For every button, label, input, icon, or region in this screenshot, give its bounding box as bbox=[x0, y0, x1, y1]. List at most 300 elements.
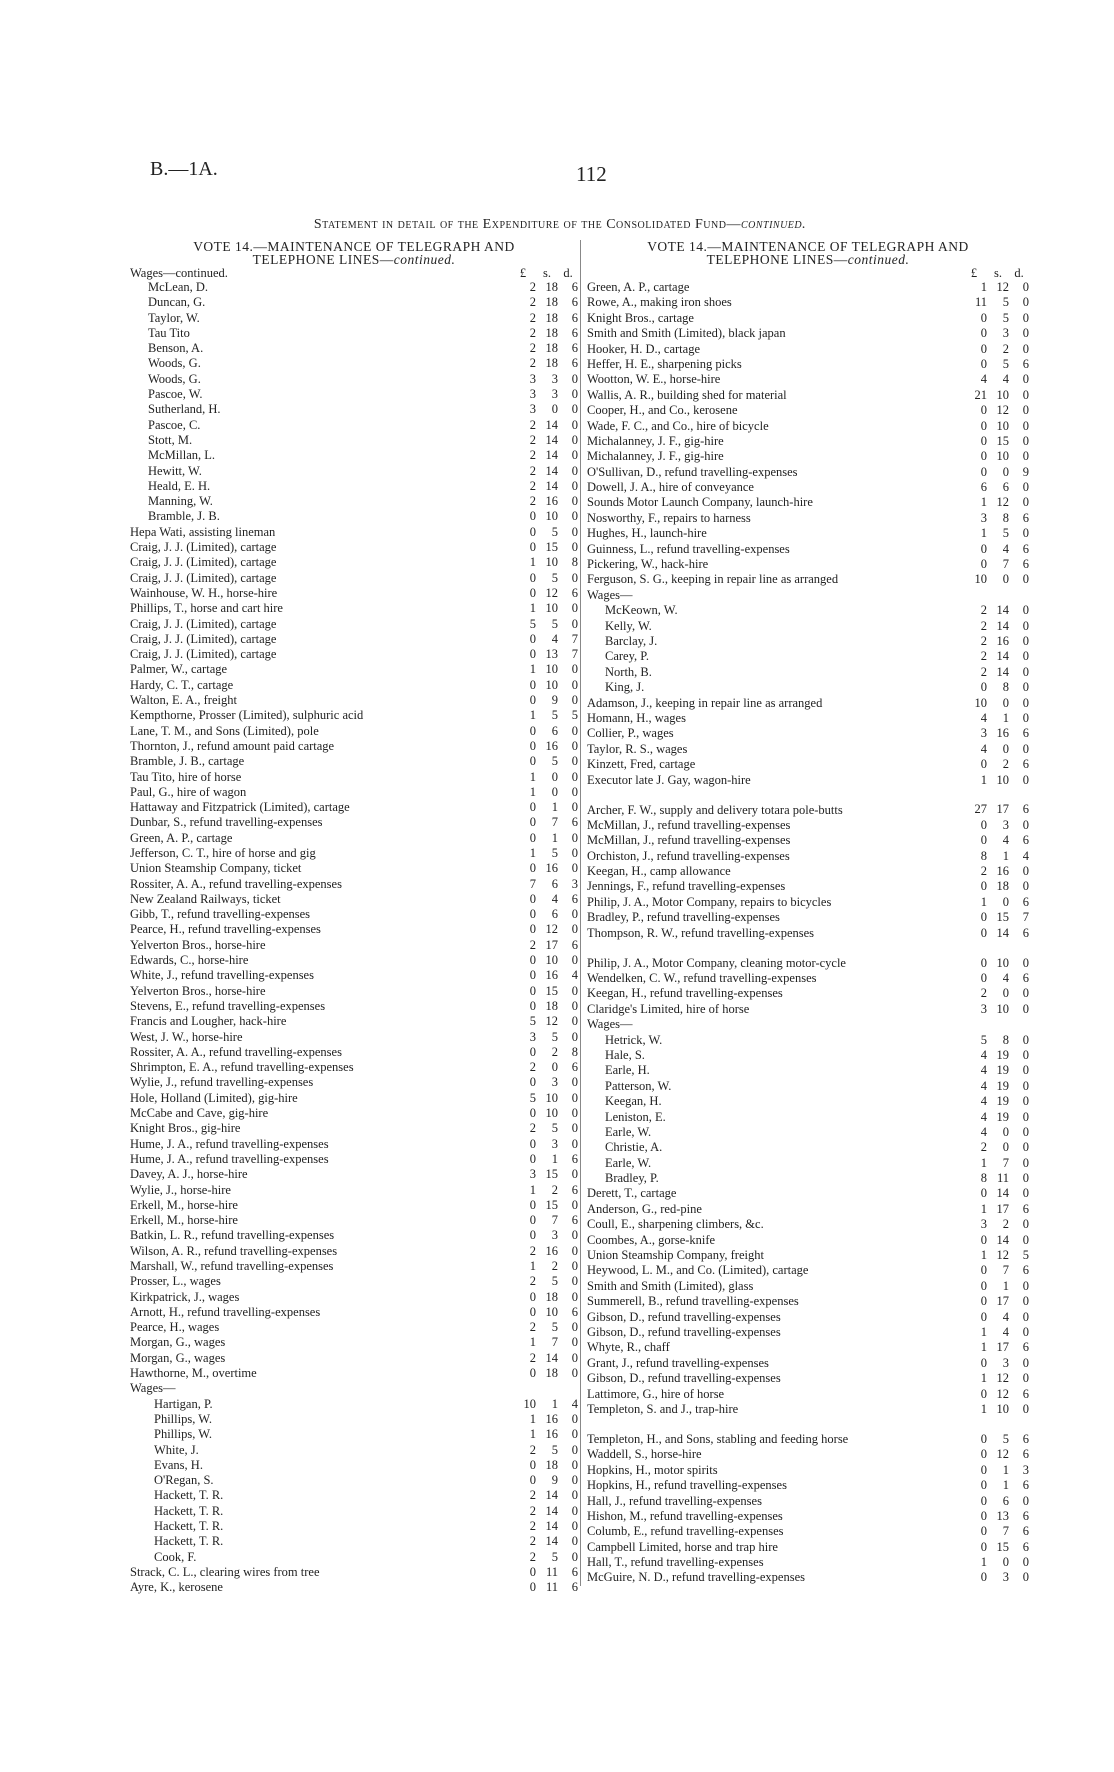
expenditure-row bbox=[130, 922, 578, 937]
pounds-value: 0 bbox=[529, 830, 536, 845]
payee-description: Columb, E., refund travelling-expenses bbox=[587, 1524, 784, 1539]
pounds-value: 4 bbox=[980, 741, 987, 756]
pounds-value: 2 bbox=[980, 633, 987, 648]
pence-value: 0 bbox=[1022, 387, 1029, 402]
pence-value: 0 bbox=[571, 524, 578, 539]
pence-value: 4 bbox=[571, 968, 578, 983]
expenditure-row bbox=[130, 1443, 578, 1458]
pounds-value: 0 bbox=[529, 570, 536, 585]
expenditure-row bbox=[130, 295, 578, 310]
pence-value: 0 bbox=[571, 1427, 578, 1442]
pence-value: 7 bbox=[571, 631, 578, 646]
pence-value: 0 bbox=[1022, 1047, 1029, 1062]
payee-description: O'Regan, S. bbox=[154, 1473, 214, 1488]
payee-description: Evans, H. bbox=[154, 1457, 203, 1472]
pounds-value: 0 bbox=[980, 341, 987, 356]
payee-description: McGuire, N. D., refund travelling-expenses bbox=[587, 1570, 805, 1585]
shillings-value: 14 bbox=[545, 1350, 558, 1365]
shillings-value: 1 bbox=[551, 1396, 558, 1411]
shillings-value: 4 bbox=[1002, 971, 1009, 986]
expenditure-row bbox=[130, 1427, 578, 1442]
pounds-value: 4 bbox=[980, 1094, 987, 1109]
shillings-value: 16 bbox=[545, 1243, 558, 1258]
right-column bbox=[580, 240, 1029, 1586]
shillings-value: 18 bbox=[545, 295, 558, 310]
pounds-value: 1 bbox=[980, 1340, 987, 1355]
title-continued: continued. bbox=[740, 217, 807, 232]
shillings-value: 16 bbox=[996, 864, 1009, 879]
shillings-value: 14 bbox=[545, 448, 558, 463]
pounds-value: 21 bbox=[974, 387, 987, 402]
pence-value: 0 bbox=[1022, 603, 1029, 618]
shillings-value: 5 bbox=[1002, 1431, 1009, 1446]
payee-description: Knight Bros., gig-hire bbox=[130, 1121, 241, 1136]
expenditure-row bbox=[587, 1002, 1029, 1017]
pence-value: 0 bbox=[571, 570, 578, 585]
payee-description: Green, A. P., cartage bbox=[587, 280, 690, 294]
pounds-value: 6 bbox=[980, 480, 987, 495]
pounds-value: 2 bbox=[529, 1320, 536, 1335]
shillings-value: 12 bbox=[996, 495, 1009, 510]
payee-description: Hopkins, H., motor spirits bbox=[587, 1462, 718, 1477]
pounds-value: 5 bbox=[529, 1090, 536, 1105]
pounds-value: 0 bbox=[980, 356, 987, 371]
pounds-value: 2 bbox=[529, 1243, 536, 1258]
payee-description: Knight Bros., cartage bbox=[587, 310, 694, 325]
payee-description: Strack, C. L., clearing wires from tree bbox=[130, 1564, 320, 1579]
payee-description: Yelverton Bros., horse-hire bbox=[130, 937, 266, 952]
expenditure-row bbox=[587, 849, 1029, 864]
expenditure-row bbox=[130, 754, 578, 769]
payee-description: Woods, G. bbox=[148, 356, 201, 371]
expenditure-row bbox=[130, 387, 578, 402]
pence-value: 0 bbox=[1022, 1094, 1029, 1109]
pence-value: 0 bbox=[571, 1366, 578, 1381]
pence-value: 6 bbox=[571, 1060, 578, 1075]
pounds-value: 0 bbox=[980, 1431, 987, 1446]
pence-value: 0 bbox=[571, 463, 578, 478]
shillings-value: 6 bbox=[1002, 480, 1009, 495]
payee-description: New Zealand Railways, ticket bbox=[130, 891, 281, 906]
pounds-value: 0 bbox=[529, 1564, 536, 1579]
expenditure-row bbox=[587, 773, 1029, 788]
expenditure-row bbox=[130, 1183, 578, 1198]
expenditure-row bbox=[587, 619, 1029, 634]
payee-description: Homann, H., wages bbox=[587, 710, 686, 725]
payee-description: Jefferson, C. T., hire of horse and gig bbox=[130, 845, 316, 860]
shillings-value: 17 bbox=[545, 937, 558, 952]
pence-value: 0 bbox=[571, 1320, 578, 1335]
pence-value: 6 bbox=[1022, 1524, 1029, 1539]
shillings-value: 18 bbox=[545, 310, 558, 325]
left-pound-header: £ bbox=[519, 266, 527, 280]
payee-description: Executor late J. Gay, wagon-hire bbox=[587, 772, 751, 787]
pence-value: 6 bbox=[1022, 1478, 1029, 1493]
shillings-value: 4 bbox=[1002, 372, 1009, 387]
payee-description: Hopkins, H., refund travelling-expenses bbox=[587, 1478, 787, 1493]
payee-description: Walton, E. A., freight bbox=[130, 693, 237, 708]
pence-value: 0 bbox=[571, 845, 578, 860]
expenditure-row bbox=[587, 1555, 1029, 1570]
pence-value: 6 bbox=[571, 356, 578, 371]
shillings-value: 7 bbox=[1002, 1524, 1009, 1539]
payee-description: Wages— bbox=[130, 1381, 176, 1396]
pence-value: 0 bbox=[1022, 495, 1029, 510]
expenditure-row bbox=[587, 465, 1029, 480]
payee-description: King, J. bbox=[605, 680, 645, 695]
pence-value: 0 bbox=[1022, 280, 1029, 294]
expenditure-row bbox=[587, 1233, 1029, 1248]
shillings-value: 17 bbox=[996, 1201, 1009, 1216]
expenditure-row bbox=[130, 494, 578, 509]
pounds-value: 2 bbox=[980, 649, 987, 664]
shillings-value: 15 bbox=[545, 1197, 558, 1212]
left-pence-header: d. bbox=[563, 266, 573, 280]
expenditure-row bbox=[130, 1167, 578, 1182]
payee-description: Thompson, R. W., refund travelling-expenses bbox=[587, 925, 815, 940]
payee-description: Gibson, D., refund travelling-expenses bbox=[587, 1309, 781, 1324]
shillings-value: 2 bbox=[1002, 341, 1009, 356]
expenditure-row bbox=[587, 665, 1029, 680]
shillings-value: 1 bbox=[551, 800, 558, 815]
shillings-value: 5 bbox=[551, 1549, 558, 1564]
pounds-value: 0 bbox=[529, 1106, 536, 1121]
pounds-value: 1 bbox=[980, 1248, 987, 1263]
payee-description: Lane, T. M., and Sons (Limited), pole bbox=[130, 723, 319, 738]
pounds-value: 2 bbox=[529, 463, 536, 478]
expenditure-row bbox=[130, 555, 578, 570]
shillings-value: 6 bbox=[551, 876, 558, 891]
pounds-value: 0 bbox=[529, 1366, 536, 1381]
payee-description: Paul, G., hire of wagon bbox=[130, 784, 247, 799]
payee-description: Coull, E., sharpening climbers, &c. bbox=[587, 1217, 764, 1232]
payee-description: Phillips, W. bbox=[154, 1427, 213, 1442]
shillings-value: 18 bbox=[545, 280, 558, 294]
shillings-value: 5 bbox=[551, 1029, 558, 1044]
pence-value: 6 bbox=[571, 1182, 578, 1197]
pounds-value: 4 bbox=[980, 1124, 987, 1139]
payee-description: Earle, W. bbox=[605, 1124, 652, 1139]
shillings-value: 10 bbox=[545, 555, 558, 570]
expenditure-row bbox=[130, 1335, 578, 1350]
expenditure-row bbox=[130, 571, 578, 586]
expenditure-row bbox=[587, 1079, 1029, 1094]
pounds-value: 0 bbox=[980, 971, 987, 986]
pence-value: 0 bbox=[1022, 1186, 1029, 1201]
pounds-value: 0 bbox=[529, 754, 536, 769]
shillings-value: 15 bbox=[545, 1167, 558, 1182]
expenditure-row bbox=[587, 757, 1029, 772]
payee-description: Kempthorne, Prosser (Limited), sulphuric acid bbox=[130, 708, 364, 723]
pounds-value: 0 bbox=[529, 861, 536, 876]
pence-value: 0 bbox=[571, 1457, 578, 1472]
payee-description: Erkell, M., horse-hire bbox=[130, 1213, 238, 1228]
expenditure-row bbox=[130, 448, 578, 463]
expenditure-row bbox=[130, 708, 578, 723]
payee-description: Ayre, K., kerosene bbox=[130, 1580, 223, 1595]
expenditure-row bbox=[130, 1504, 578, 1519]
expenditure-row bbox=[130, 907, 578, 922]
pounds-value: 2 bbox=[980, 664, 987, 679]
expenditure-row bbox=[130, 1305, 578, 1320]
payee-description: Union Steamship Company, ticket bbox=[130, 861, 302, 876]
expenditure-row bbox=[130, 1213, 578, 1228]
payee-description: Ferguson, S. G., keeping in repair line as arranged bbox=[587, 572, 839, 587]
expenditure-row bbox=[130, 1565, 578, 1580]
expenditure-row bbox=[130, 586, 578, 601]
pounds-value: 1 bbox=[529, 662, 536, 677]
shillings-value: 2 bbox=[551, 1259, 558, 1273]
pence-value: 6 bbox=[1022, 971, 1029, 986]
pence-value: 0 bbox=[1022, 741, 1029, 756]
pence-value: 0 bbox=[1022, 986, 1029, 1001]
payee-description: Collier, P., wages bbox=[587, 726, 674, 741]
shillings-value: 14 bbox=[996, 925, 1009, 940]
pounds-value: 0 bbox=[529, 800, 536, 815]
payee-description: Pascoe, C. bbox=[148, 417, 201, 432]
payee-description: Bradley, P. bbox=[605, 1171, 659, 1186]
pence-value: 5 bbox=[1022, 1248, 1029, 1263]
pence-value: 0 bbox=[1022, 1401, 1029, 1416]
pounds-value: 3 bbox=[980, 1217, 987, 1232]
pounds-value: 1 bbox=[529, 1427, 536, 1442]
shillings-value: 16 bbox=[996, 726, 1009, 741]
pounds-value: 0 bbox=[529, 1580, 536, 1595]
shillings-value: 12 bbox=[996, 403, 1009, 418]
expenditure-row bbox=[587, 1494, 1029, 1509]
pounds-value: 0 bbox=[980, 910, 987, 925]
pounds-value: 2 bbox=[529, 356, 536, 371]
pence-value: 0 bbox=[571, 1136, 578, 1151]
payee-description: Taylor, W. bbox=[148, 310, 200, 325]
payee-description: Pickering, W., hack-hire bbox=[587, 557, 709, 572]
pounds-value: 0 bbox=[980, 541, 987, 556]
payee-description: Craig, J. J. (Limited), cartage bbox=[130, 616, 277, 631]
pence-value: 0 bbox=[571, 1289, 578, 1304]
shillings-value: 12 bbox=[545, 585, 558, 600]
pence-value: 0 bbox=[571, 432, 578, 447]
shillings-value: 16 bbox=[545, 738, 558, 753]
expenditure-row bbox=[130, 1351, 578, 1366]
shillings-value: 9 bbox=[551, 693, 558, 708]
expenditure-row bbox=[130, 1060, 578, 1075]
pence-value: 0 bbox=[571, 616, 578, 631]
pounds-value: 0 bbox=[980, 1462, 987, 1477]
pounds-value: 0 bbox=[529, 815, 536, 830]
shillings-value: 1 bbox=[1002, 710, 1009, 725]
shillings-value: 10 bbox=[545, 509, 558, 524]
pence-value: 6 bbox=[1022, 541, 1029, 556]
shillings-value: 2 bbox=[1002, 1217, 1009, 1232]
expenditure-row bbox=[130, 968, 578, 983]
pence-value: 0 bbox=[1022, 1217, 1029, 1232]
pence-value: 0 bbox=[571, 983, 578, 998]
pence-value: 0 bbox=[1022, 695, 1029, 710]
pounds-value: 1 bbox=[529, 601, 536, 616]
expenditure-row bbox=[587, 280, 1029, 295]
pence-value: 6 bbox=[1022, 726, 1029, 741]
pence-value: 0 bbox=[1022, 1278, 1029, 1293]
payee-description: Philip, J. A., Motor Company, cleaning motor-cycle bbox=[587, 956, 846, 971]
pence-value: 6 bbox=[1022, 1201, 1029, 1216]
payee-description: Cook, F. bbox=[154, 1549, 197, 1564]
left-column bbox=[130, 240, 578, 1596]
shillings-value: 10 bbox=[545, 677, 558, 692]
shillings-value: 18 bbox=[545, 1366, 558, 1381]
expenditure-row bbox=[130, 326, 578, 341]
shillings-value: 14 bbox=[545, 1519, 558, 1534]
shillings-value: 14 bbox=[996, 603, 1009, 618]
pounds-value: 2 bbox=[529, 1442, 536, 1457]
pence-value: 0 bbox=[571, 830, 578, 845]
expenditure-row bbox=[587, 342, 1029, 357]
shillings-value: 14 bbox=[996, 618, 1009, 633]
payee-description: Templeton, S. and J., trap-hire bbox=[587, 1401, 739, 1416]
expenditure-row bbox=[587, 357, 1029, 372]
shillings-value: 14 bbox=[996, 649, 1009, 664]
expenditure-row bbox=[130, 1014, 578, 1029]
payee-description: Waddell, S., horse-hire bbox=[587, 1447, 702, 1462]
payee-description: Pearce, H., refund travelling-expenses bbox=[130, 922, 321, 937]
pounds-value: 1 bbox=[980, 495, 987, 510]
shillings-value: 8 bbox=[1002, 510, 1009, 525]
pounds-value: 0 bbox=[529, 1213, 536, 1228]
expenditure-row bbox=[130, 647, 578, 662]
pence-value: 6 bbox=[571, 310, 578, 325]
payee-description: Wages— bbox=[587, 587, 633, 602]
pounds-value: 0 bbox=[980, 1294, 987, 1309]
pounds-value: 0 bbox=[980, 1570, 987, 1585]
pence-value: 6 bbox=[571, 937, 578, 952]
expenditure-row bbox=[587, 372, 1029, 387]
pounds-value: 0 bbox=[529, 1289, 536, 1304]
payee-description: Sutherland, H. bbox=[148, 402, 221, 417]
shillings-value: 0 bbox=[551, 769, 558, 784]
left-vote-heading bbox=[130, 240, 578, 266]
pence-value: 0 bbox=[1022, 864, 1029, 879]
pounds-value: 4 bbox=[980, 1047, 987, 1062]
pounds-value: 0 bbox=[980, 1278, 987, 1293]
shillings-value: 15 bbox=[996, 1539, 1009, 1554]
expenditure-row bbox=[587, 1402, 1029, 1417]
payee-description: West, J. W., horse-hire bbox=[130, 1029, 243, 1044]
pence-value: 0 bbox=[571, 738, 578, 753]
expenditure-row bbox=[130, 1075, 578, 1090]
pounds-value: 3 bbox=[529, 402, 536, 417]
payee-description: Hole, Holland (Limited), gig-hire bbox=[130, 1090, 298, 1105]
payee-description: Green, A. P., cartage bbox=[130, 830, 233, 845]
pounds-value: 1 bbox=[529, 1335, 536, 1350]
expenditure-row bbox=[130, 1091, 578, 1106]
pence-value: 0 bbox=[571, 754, 578, 769]
expenditure-row bbox=[130, 892, 578, 907]
shillings-value: 15 bbox=[545, 983, 558, 998]
shillings-value: 11 bbox=[996, 1171, 1009, 1186]
expenditure-row bbox=[587, 1263, 1029, 1278]
expenditure-row bbox=[587, 326, 1029, 341]
payee-description: Keegan, H., camp allowance bbox=[587, 864, 731, 879]
pounds-value: 2 bbox=[529, 1350, 536, 1365]
pence-value: 0 bbox=[1022, 418, 1029, 433]
pounds-value: 0 bbox=[529, 891, 536, 906]
payee-description: Gibson, D., refund travelling-expenses bbox=[587, 1371, 781, 1386]
payee-description: Guinness, L., refund travelling-expenses bbox=[587, 541, 790, 556]
shillings-value: 18 bbox=[545, 325, 558, 340]
expenditure-row bbox=[130, 1550, 578, 1565]
payee-description: Nosworthy, F., repairs to harness bbox=[587, 510, 751, 525]
pounds-value: 2 bbox=[529, 310, 536, 325]
shillings-value: 18 bbox=[545, 1289, 558, 1304]
pence-value: 6 bbox=[571, 1151, 578, 1166]
shillings-value: 10 bbox=[996, 449, 1009, 464]
shillings-value: 18 bbox=[545, 356, 558, 371]
payee-description: Edwards, C., horse-hire bbox=[130, 953, 249, 968]
pence-value: 6 bbox=[571, 1213, 578, 1228]
expenditure-row bbox=[587, 511, 1029, 526]
expenditure-row bbox=[587, 941, 1029, 971]
payee-description: Stott, M. bbox=[148, 432, 193, 447]
expenditure-row bbox=[587, 419, 1029, 434]
pounds-value: 2 bbox=[529, 417, 536, 432]
expenditure-row bbox=[587, 557, 1029, 572]
shillings-value: 8 bbox=[1002, 1032, 1009, 1047]
shillings-value: 0 bbox=[551, 402, 558, 417]
payee-description: Bramble, J. B. bbox=[148, 509, 220, 524]
pounds-value: 8 bbox=[980, 1171, 987, 1186]
payee-description: Cooper, H., and Co., kerosene bbox=[587, 403, 738, 418]
pounds-value: 10 bbox=[974, 695, 987, 710]
shillings-value: 0 bbox=[1002, 986, 1009, 1001]
pence-value: 7 bbox=[1022, 910, 1029, 925]
expenditure-row bbox=[130, 356, 578, 371]
shillings-value: 16 bbox=[996, 633, 1009, 648]
payee-description: Arnott, H., refund travelling-expenses bbox=[130, 1304, 321, 1319]
expenditure-row bbox=[587, 742, 1029, 757]
right-shilling-header: s. bbox=[994, 266, 1002, 280]
pence-value: 0 bbox=[1022, 310, 1029, 325]
expenditure-row bbox=[587, 864, 1029, 879]
pounds-value: 0 bbox=[529, 693, 536, 708]
expenditure-row bbox=[587, 634, 1029, 649]
pence-value: 0 bbox=[1022, 680, 1029, 695]
pence-value: 0 bbox=[571, 998, 578, 1013]
pence-value: 0 bbox=[1022, 1124, 1029, 1139]
expenditure-row bbox=[587, 649, 1029, 664]
pounds-value: 1 bbox=[980, 894, 987, 909]
expenditure-row bbox=[130, 1121, 578, 1136]
pounds-value: 0 bbox=[980, 833, 987, 848]
payee-description: Smith and Smith (Limited), glass bbox=[587, 1278, 754, 1293]
right-column-headers bbox=[587, 266, 1029, 280]
pounds-value: 2 bbox=[529, 1549, 536, 1564]
pence-value: 0 bbox=[1022, 341, 1029, 356]
shillings-value: 10 bbox=[545, 1106, 558, 1121]
pounds-value: 0 bbox=[980, 557, 987, 572]
parliamentary-paper-reference: B.—1A. bbox=[150, 158, 218, 180]
payee-description: North, B. bbox=[605, 664, 652, 679]
pounds-value: 3 bbox=[529, 371, 536, 386]
pounds-value: 0 bbox=[529, 1044, 536, 1059]
expenditure-row bbox=[130, 831, 578, 846]
payee-description: Hughes, H., launch-hire bbox=[587, 526, 707, 541]
expenditure-row bbox=[587, 526, 1029, 541]
pence-value: 0 bbox=[571, 1519, 578, 1534]
pence-value: 0 bbox=[571, 1488, 578, 1503]
payee-description: Wendelken, C. W., refund travelling-expenses bbox=[587, 971, 817, 986]
page-number: 112 bbox=[576, 162, 607, 186]
shillings-value: 13 bbox=[545, 647, 558, 662]
expenditure-row bbox=[130, 341, 578, 356]
